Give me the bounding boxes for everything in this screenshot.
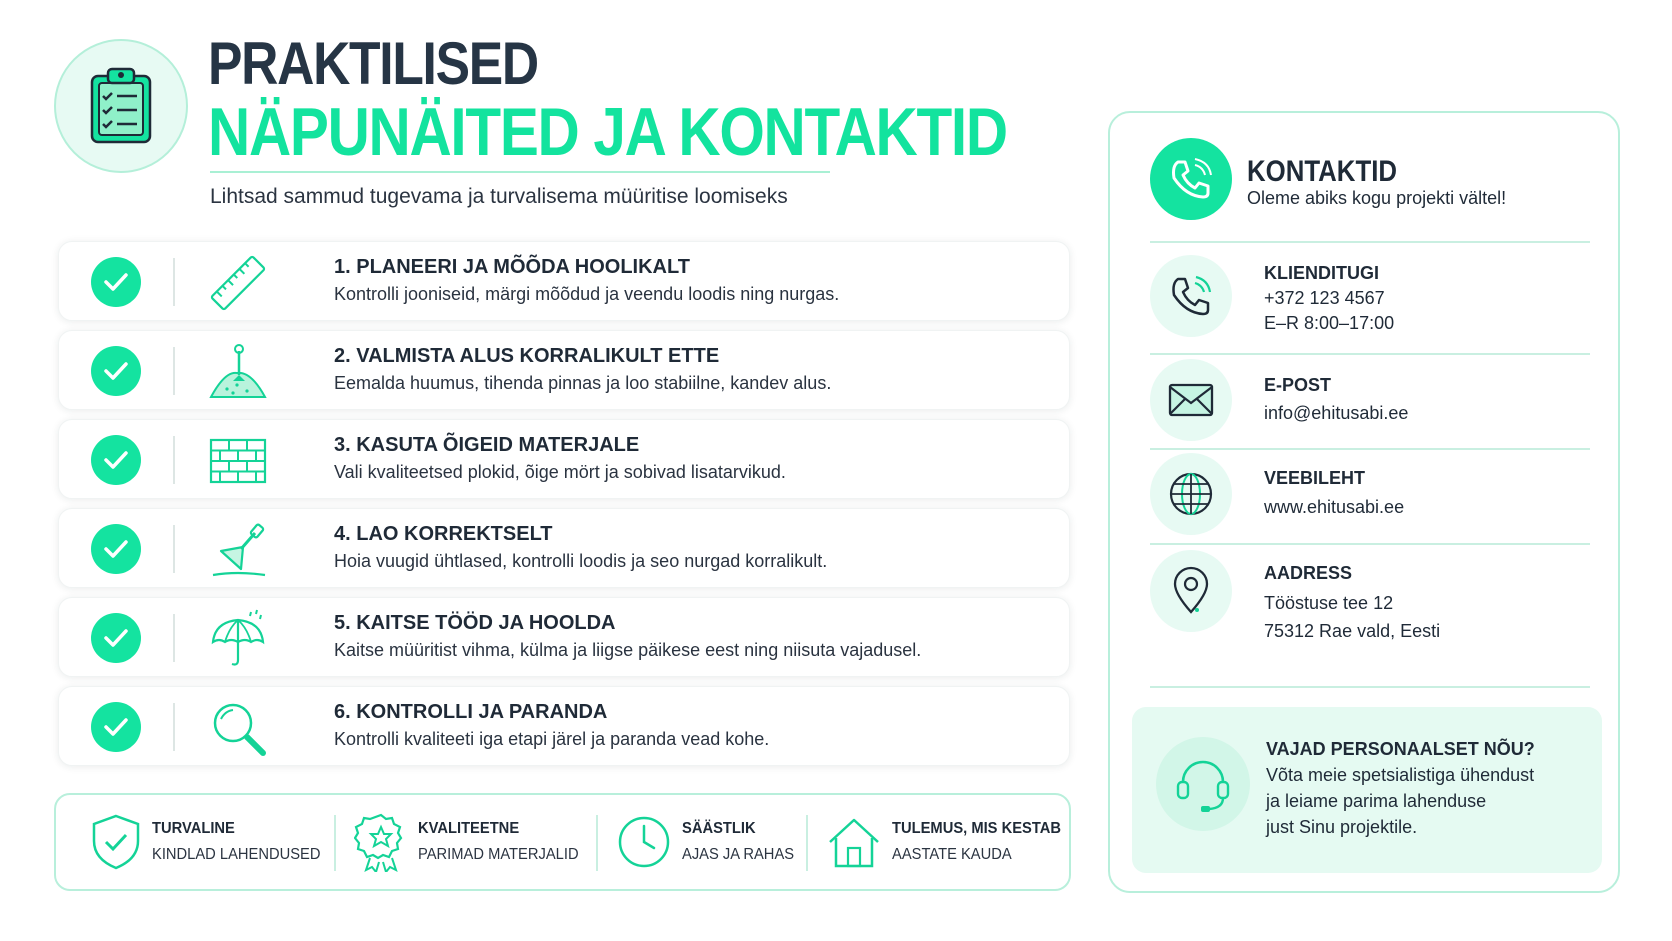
contact-label: VEEBILEHT xyxy=(1264,468,1366,488)
page-title-line2: NÄPUNÄITED JA KONTAKTID xyxy=(208,94,1007,170)
check-icon xyxy=(91,257,141,307)
house-icon xyxy=(826,814,882,870)
quality-badge-icon xyxy=(354,812,408,872)
panel-divider xyxy=(1150,448,1590,450)
globe-icon xyxy=(1150,453,1232,535)
step-card-2 xyxy=(58,330,1070,410)
sand-pile-icon xyxy=(207,341,269,403)
panel-divider xyxy=(1150,543,1590,545)
personal-advice-box[interactable] xyxy=(1132,707,1602,873)
page-subtitle: Lihtsad sammud tugevama ja turvalisema müüritise loomiseks xyxy=(210,185,788,208)
feature-title: TULEMUS, MIS KESTAB xyxy=(892,820,1062,837)
step-card-1 xyxy=(58,241,1070,321)
shield-check-icon xyxy=(90,813,142,871)
step-description: Kontrolli kvaliteeti iga etapi järel ja paranda vead kohe. xyxy=(334,729,770,749)
check-icon xyxy=(91,435,141,485)
address-line2: 75312 Rae vald, Eesti xyxy=(1264,621,1441,641)
check-icon xyxy=(91,524,141,574)
feature-safe xyxy=(90,795,335,889)
contact-label: AADRESS xyxy=(1264,563,1353,583)
step-title: 3. KASUTA ÕIGEID MATERJALE xyxy=(334,434,640,456)
step-divider xyxy=(173,525,175,573)
feature-title: TURVALINE xyxy=(152,820,235,837)
step-divider xyxy=(173,436,175,484)
envelope-icon xyxy=(1150,359,1232,441)
contacts-subtitle: Oleme abiks kogu projekti vältel! xyxy=(1247,188,1507,208)
contact-label: E-POST xyxy=(1264,375,1332,395)
contacts-title: KONTAKTID xyxy=(1247,155,1398,188)
feature-title: SÄÄSTLIK xyxy=(682,820,756,837)
location-pin-icon xyxy=(1150,550,1232,632)
phone-icon xyxy=(1150,255,1232,337)
panel-divider xyxy=(1150,353,1590,355)
headset-icon xyxy=(1156,737,1250,831)
check-icon xyxy=(91,613,141,663)
feature-title: KVALITEETNE xyxy=(418,820,520,837)
feature-lasting xyxy=(826,795,1076,889)
step-card-5 xyxy=(58,597,1070,677)
title-divider xyxy=(210,171,830,173)
clock-icon xyxy=(616,814,672,870)
step-card-4 xyxy=(58,508,1070,588)
step-title: 1. PLANEERI JA MÕÕDA HOOLIKALT xyxy=(334,256,690,278)
features-strip xyxy=(54,793,1071,891)
header-badge xyxy=(54,39,188,173)
panel-divider xyxy=(1150,241,1590,243)
step-divider xyxy=(173,258,175,306)
panel-divider xyxy=(1150,686,1590,688)
trowel-icon xyxy=(207,519,269,581)
check-icon xyxy=(91,702,141,752)
feature-subtitle: AJAS JA RAHAS xyxy=(682,846,795,863)
step-divider xyxy=(173,703,175,751)
step-description: Eemalda huumus, tihenda pinnas ja loo stabiilne, kandev alus. xyxy=(334,373,832,393)
step-divider xyxy=(173,347,175,395)
advice-text-2: ja leiame parima lahenduse xyxy=(1266,791,1487,811)
feature-divider xyxy=(806,815,808,871)
feature-divider xyxy=(334,815,336,871)
feature-divider xyxy=(596,815,598,871)
umbrella-icon xyxy=(207,608,269,670)
check-icon xyxy=(91,346,141,396)
step-description: Vali kvaliteetsed plokid, õige mört ja sobivad lisatarvikud. xyxy=(334,462,786,482)
contact-label: KLIENDITUGI xyxy=(1264,263,1379,283)
website-url[interactable]: www.ehitusabi.ee xyxy=(1264,497,1405,517)
step-description: Kaitse müüritist vihma, külma ja liigse päikese eest ning niisuta vajadusel. xyxy=(334,640,922,660)
feature-subtitle: KINDLAD LAHENDUSED xyxy=(152,846,321,863)
email-address[interactable]: info@ehitusabi.ee xyxy=(1264,403,1409,423)
support-phone[interactable]: +372 123 4567 xyxy=(1264,288,1385,308)
step-title: 2. VALMISTA ALUS KORRALIKULT ETTE xyxy=(334,345,720,367)
contacts-panel xyxy=(1108,111,1620,893)
step-description: Hoia vuugid ühtlased, kontrolli loodis ja seo nurgad korralikult. xyxy=(334,551,828,571)
support-hours: E–R 8:00–17:00 xyxy=(1264,313,1395,333)
advice-text-3: just Sinu projektile. xyxy=(1266,817,1418,837)
address-line1: Tööstuse tee 12 xyxy=(1264,593,1394,613)
brick-wall-icon xyxy=(207,430,269,492)
feature-quality xyxy=(354,795,593,889)
step-card-3 xyxy=(58,419,1070,499)
step-description: Kontrolli jooniseid, märgi mõõdud ja veendu loodis ning nurgas. xyxy=(334,284,840,304)
phone-icon xyxy=(1150,138,1232,220)
feature-economical xyxy=(616,795,804,889)
page-title-line1: PRAKTILISED xyxy=(208,30,538,97)
advice-text-1: Võta meie spetsialistiga ühendust xyxy=(1266,765,1535,785)
magnifier-icon xyxy=(207,697,269,759)
advice-title: VAJAD PERSONAALSET NÕU? xyxy=(1266,739,1535,759)
step-title: 4. LAO KORREKTSELT xyxy=(334,523,553,545)
ruler-icon xyxy=(207,252,269,314)
step-card-6 xyxy=(58,686,1070,766)
feature-subtitle: AASTATE KAUDA xyxy=(892,846,1012,863)
step-title: 5. KAITSE TÖÖD JA HOOLDA xyxy=(334,612,616,634)
clipboard-checklist-icon xyxy=(86,66,156,146)
step-divider xyxy=(173,614,175,662)
step-title: 6. KONTROLLI JA PARANDA xyxy=(334,701,608,723)
feature-subtitle: PARIMAD MATERJALID xyxy=(418,846,579,863)
